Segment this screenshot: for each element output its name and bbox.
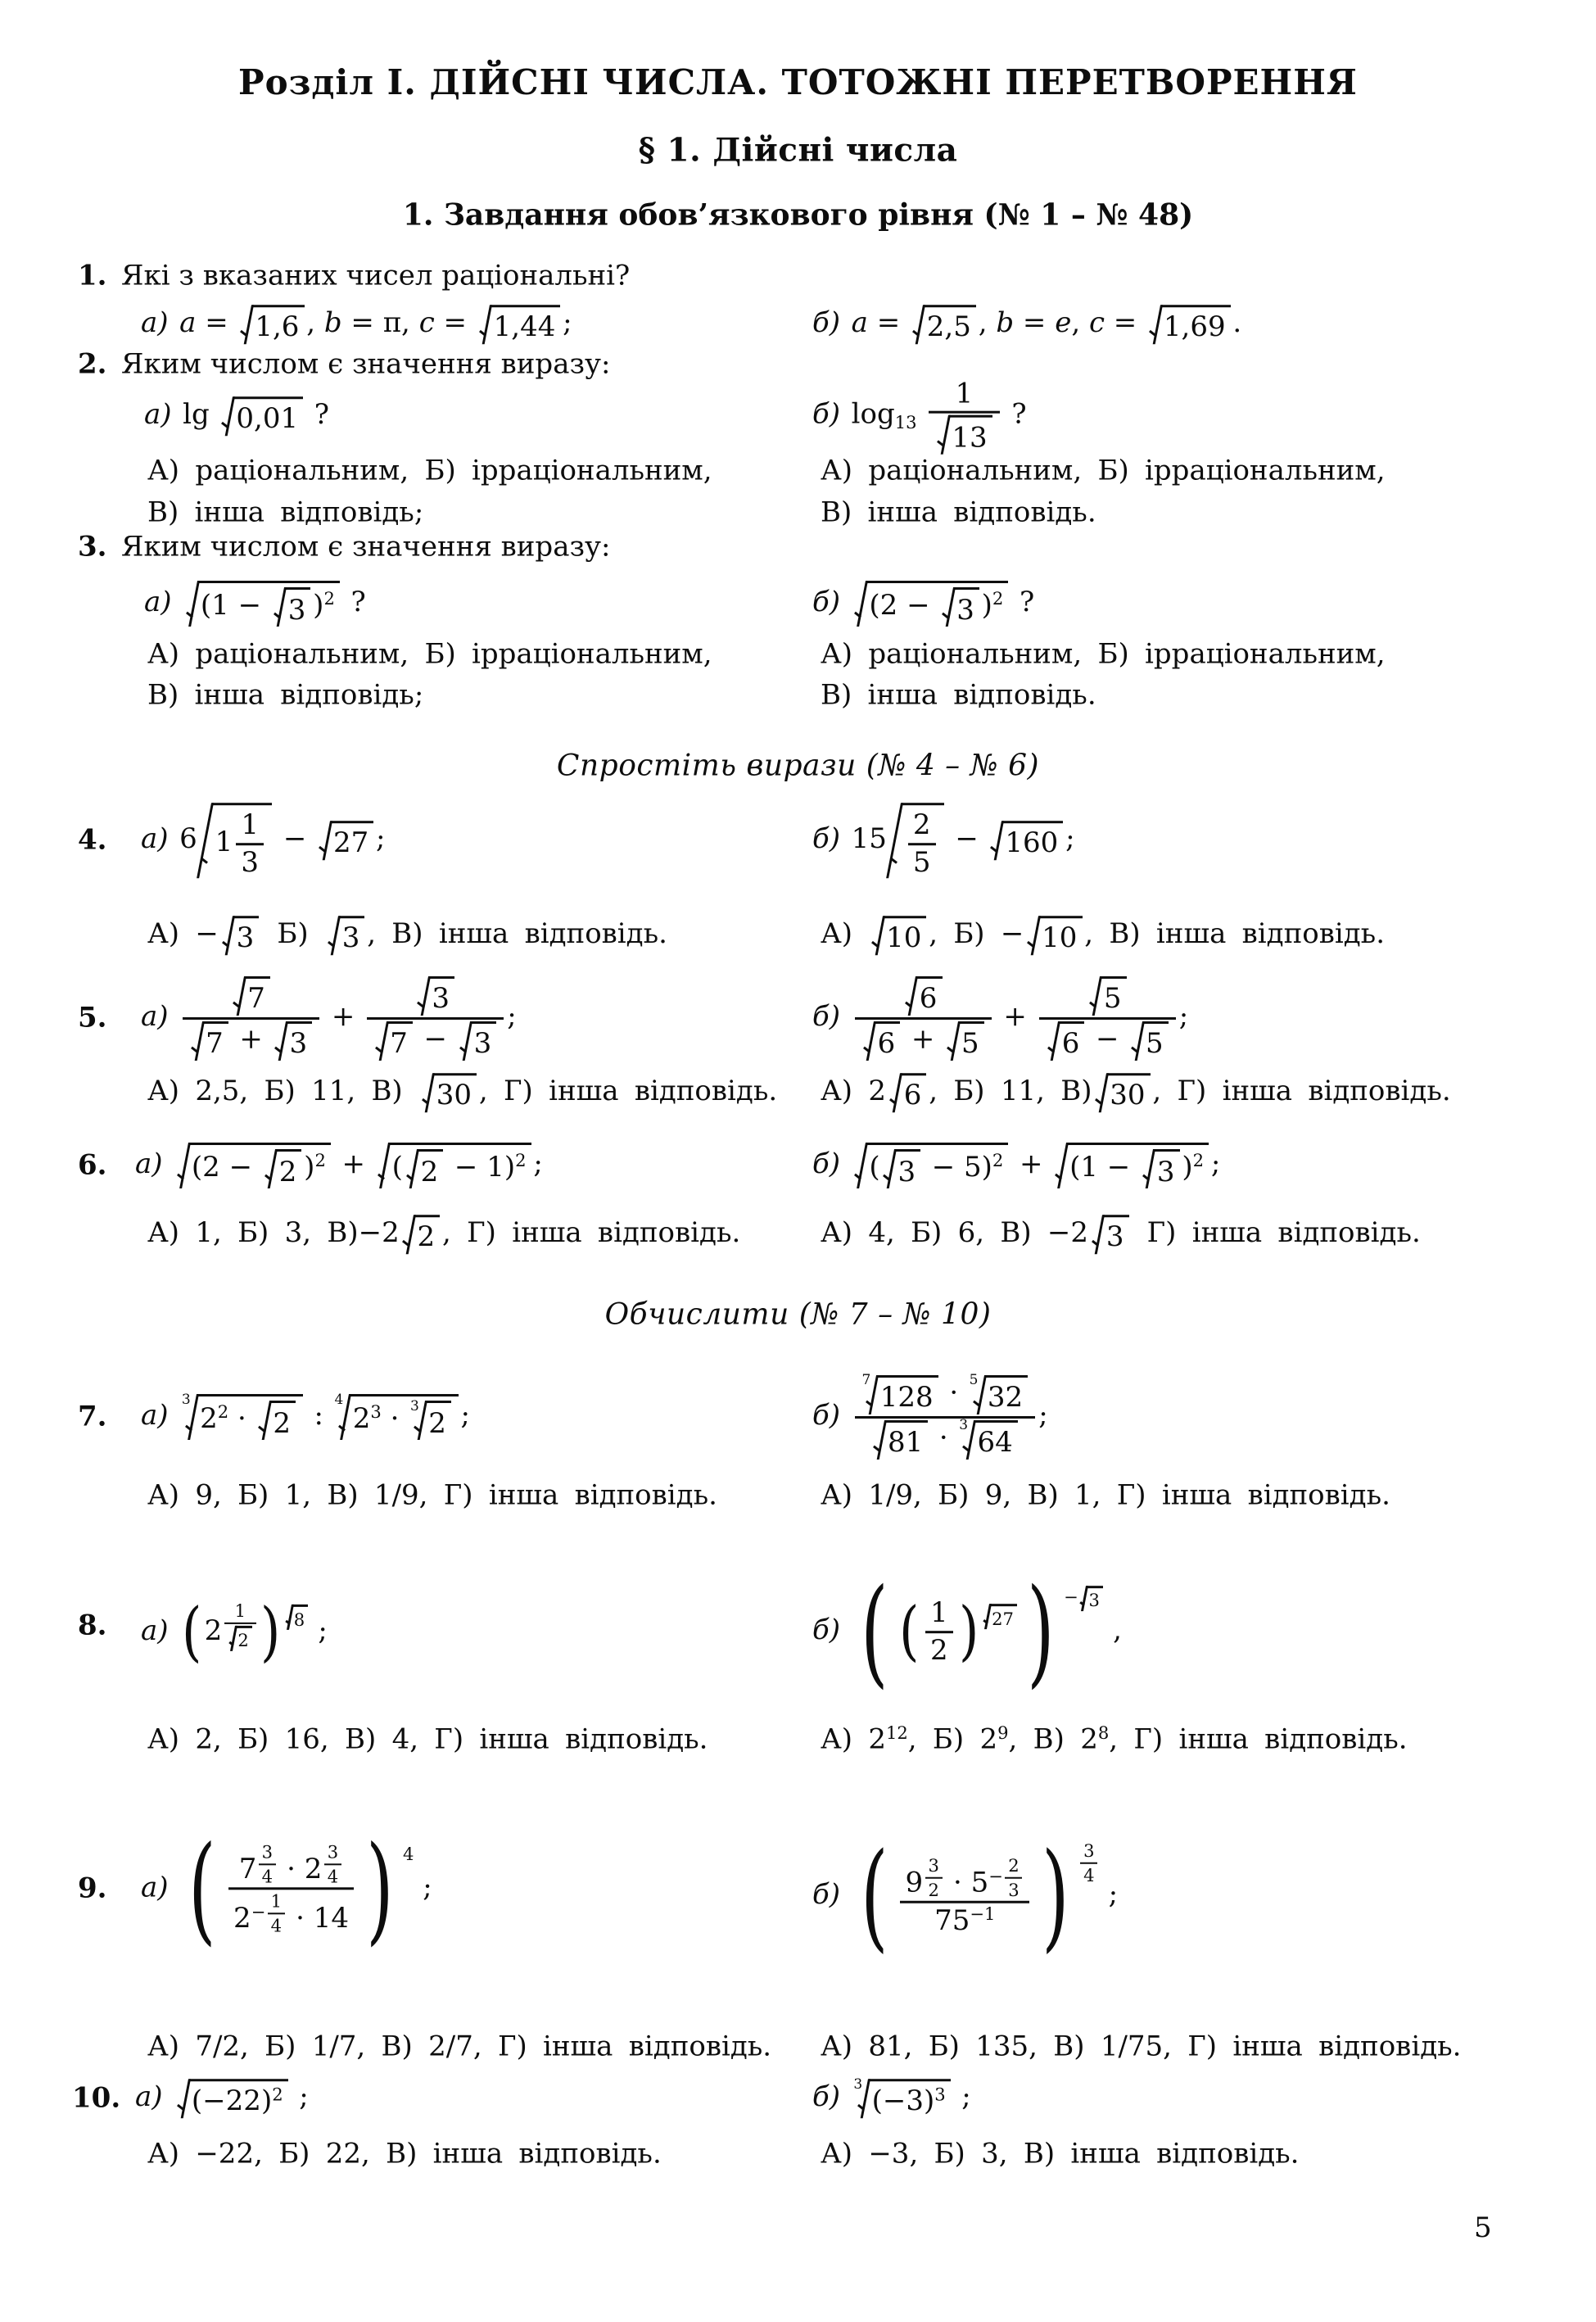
q3-answers-b1: А) раціональним, Б) ірраціональним, xyxy=(821,637,1386,671)
q2-part-a xyxy=(144,396,329,436)
q7-formula-a: 3 $2^2$ · 2 : 4 $2^3$ · 3 2 ; xyxy=(181,1392,470,1440)
q4-part-a xyxy=(141,803,386,878)
q6-label-b: б) xyxy=(812,1147,841,1180)
q6-formula-a: (2 − 2 )$^2$ + ( 2 − 1)$^2$ ; xyxy=(174,1147,543,1180)
q3-answers-b2: В) інша відповідь. xyxy=(821,678,1096,712)
q5-part-a xyxy=(141,976,517,1060)
q3-part-b xyxy=(812,581,1034,627)
q1-number: 1. xyxy=(78,259,107,292)
q6-label-a: а) xyxy=(135,1147,163,1180)
q9-part-b xyxy=(812,1827,1119,1965)
q6-formula-b: ( 3 − 5)$^2$ + (1 − 3 )$^2$ ; xyxy=(852,1147,1221,1180)
q10-label-a: а) xyxy=(135,2080,163,2113)
q2-part-b xyxy=(812,378,1027,455)
q4-formula-a: 6 1 $\frac{1}{3}$ − 27 ; xyxy=(179,822,385,855)
q2-answers-b2: В) інша відповідь. xyxy=(821,496,1096,529)
q10-label-b: б) xyxy=(812,2080,841,2113)
q5-formula-a: 7 7 + 3 + 3 7 − 3 ; xyxy=(179,1000,517,1033)
q9-label-a: а) xyxy=(141,1871,169,1903)
q3-number: 3. xyxy=(78,530,107,564)
q8-formula-b: ( ( $\frac{1}{2}$ ) $^{27}$ ) $^{- 3}$ , xyxy=(860,1563,1122,1700)
q10-answers-b: А) −3, Б) 3, В) інша відповідь. xyxy=(821,2137,1300,2170)
q2-answers-a2: В) інша відповідь; xyxy=(147,496,424,529)
q2-label-b: б) xyxy=(812,397,841,431)
q7-answers-a: А) 9, Б) 1, В) 1/9, Г) інша відповідь. xyxy=(147,1478,717,1512)
chapter-title: Розділ I. ДІЙСНІ ЧИСЛА. ТОТОЖНІ ПЕРЕТВОРЕННЯ xyxy=(238,61,1358,102)
q6-answers-b: А) 4, Б) 6, В) −2 3 Г) інша відповідь. xyxy=(821,1216,1421,1254)
q10-part-b xyxy=(812,2076,971,2118)
q7-number: 7. xyxy=(78,1400,107,1433)
q9-part-a xyxy=(141,1820,432,1957)
q2-formula-b: $\log_{13}$ $\frac{1}{13}$ ? xyxy=(851,377,1027,455)
page-number: 5 xyxy=(1474,2211,1492,2244)
q5-answers-b: А) 2 6 , Б) 11, В) 30 , Г) інша відповідь. xyxy=(821,1075,1451,1112)
q3-label-b: б) xyxy=(812,586,841,618)
q7-answers-b: А) 1/9, Б) 9, В) 1, Г) інша відповідь. xyxy=(821,1478,1390,1512)
q8-formula-a: (2 $^{\frac{1}{2}}$ ) $^8$ ; xyxy=(182,1595,328,1670)
q4-answers-b: А) 10 , Б) − 10 , В) інша відповідь. xyxy=(821,917,1385,955)
q3-answers-a2: В) інша відповідь; xyxy=(147,678,424,712)
q3-formula-a: (1 − 3 )$^2$ ? xyxy=(183,586,366,618)
q7-part-b xyxy=(812,1372,1048,1459)
q6-number: 6. xyxy=(78,1148,107,1182)
q5-number: 5. xyxy=(78,1001,107,1034)
q9-label-b: б) xyxy=(812,1878,841,1912)
q5-label-a: а) xyxy=(141,1000,169,1033)
q4-answers-a: А) − 3 Б) 3 , В) інша відповідь. xyxy=(147,917,667,955)
q8-label-b: б) xyxy=(812,1614,841,1647)
q2-formula-a: lg 0,01 ? xyxy=(183,398,329,436)
q5-answers-a: А) 2,5, Б) 11, В) 30 , Г) інша відповідь. xyxy=(147,1075,778,1112)
q1-formula-a: a = 1,6 , b = π, c = 1,44 ; xyxy=(179,306,572,344)
q4-label-b: б) xyxy=(812,822,841,855)
q9-number: 9. xyxy=(78,1872,107,1905)
q2-number: 2. xyxy=(78,347,107,381)
q10-formula-a: $(-22)^2$ ; xyxy=(174,2080,309,2113)
q4-label-a: а) xyxy=(141,822,169,855)
q2-answers-b1: А) раціональним, Б) ірраціональним, xyxy=(821,454,1386,487)
q2-answers-a1: А) раціональним, Б) ірраціональним, xyxy=(147,454,712,487)
q8-answers-b: А) $2^{12}$, Б) $2^9$, В) $2^8$, Г) інша відповідь. xyxy=(821,1722,1408,1756)
q1-label-b: б) xyxy=(812,306,841,339)
paragraph-title: § 1. Дійсні числа xyxy=(638,131,958,170)
q1-formula-b: a = 2,5 , b = e, c = 1,69 . xyxy=(851,306,1242,344)
q6-part-a xyxy=(135,1143,543,1188)
q7-label-b: б) xyxy=(812,1399,841,1432)
q8-label-a: а) xyxy=(141,1614,169,1648)
q1-part-a xyxy=(141,305,572,344)
q2-label-a: а) xyxy=(144,398,172,431)
q3-formula-b: (2 − 3 )$^2$ ? xyxy=(852,586,1035,618)
q10-formula-b: 3 $(-3)^3$ ; xyxy=(853,2076,971,2118)
q9-formula-b: ( 9 $^{\frac{3}{2}}$ · $5^{- \frac{2}{3}}$ $75^{-1}$ ) $^{\frac{3}{4}}$ ; xyxy=(860,1827,1119,1965)
q1-part-b xyxy=(812,305,1241,344)
q8-part-b xyxy=(812,1563,1122,1700)
q3-part-a xyxy=(144,581,366,627)
tasks-title: 1. Завдання обов’язкового рівня (№ 1 – № 48) xyxy=(402,197,1194,233)
q7-label-a: а) xyxy=(141,1399,169,1432)
q2-text: Яким числом є значення виразу: xyxy=(121,347,611,381)
q9-formula-a: ( 7 $^{\frac{3}{4}}$ · 2 $^{\frac{3}{4}}$ $2^{- \frac{1}{4}}$ · 14 ) $^4$ ; xyxy=(188,1820,432,1957)
q6-part-b xyxy=(812,1143,1220,1188)
section-compute-title: Обчислити (№ 7 – № 10) xyxy=(604,1297,992,1332)
q5-formula-b: 6 6 + 5 + 5 6 − 5 ; xyxy=(852,1000,1189,1033)
q9-answers-a: А) 7/2, Б) 1/7, В) 2/7, Г) інша відповідь. xyxy=(147,2030,772,2063)
section-simplify-title: Спростіть вирази (№ 4 – № 6) xyxy=(556,749,1040,783)
q8-part-a xyxy=(141,1595,328,1670)
q5-label-b: б) xyxy=(812,1000,841,1033)
q8-number: 8. xyxy=(78,1609,107,1642)
q5-part-b xyxy=(812,976,1188,1060)
q10-part-a xyxy=(135,2079,309,2118)
q1-label-a: а) xyxy=(141,306,169,339)
q4-formula-b: 15 $\frac{2}{5}$ − 160 ; xyxy=(852,822,1075,855)
q3-answers-a1: А) раціональним, Б) ірраціональним, xyxy=(147,637,712,671)
q3-label-a: а) xyxy=(144,586,172,618)
q7-part-a xyxy=(141,1394,470,1440)
q1-text: Які з вказаних чисел раціональні? xyxy=(121,259,631,292)
q4-number: 4. xyxy=(78,823,107,857)
q3-text: Яким числом є значення виразу: xyxy=(121,530,611,564)
q6-answers-a: А) 1, Б) 3, В)−2 2 , Г) інша відповідь. xyxy=(147,1216,741,1254)
q7-formula-b: 7 128 · 5 32 81 · 3 64 ; xyxy=(852,1399,1048,1432)
q9-answers-b: А) 81, Б) 135, В) 1/75, Г) інша відповідь. xyxy=(821,2030,1462,2063)
q4-part-b xyxy=(812,803,1075,878)
q8-answers-a: А) 2, Б) 16, В) 4, Г) інша відповідь. xyxy=(147,1722,708,1756)
q10-answers-a: А) −22, Б) 22, В) інша відповідь. xyxy=(147,2137,662,2170)
q10-number: 10. xyxy=(72,2081,121,2115)
